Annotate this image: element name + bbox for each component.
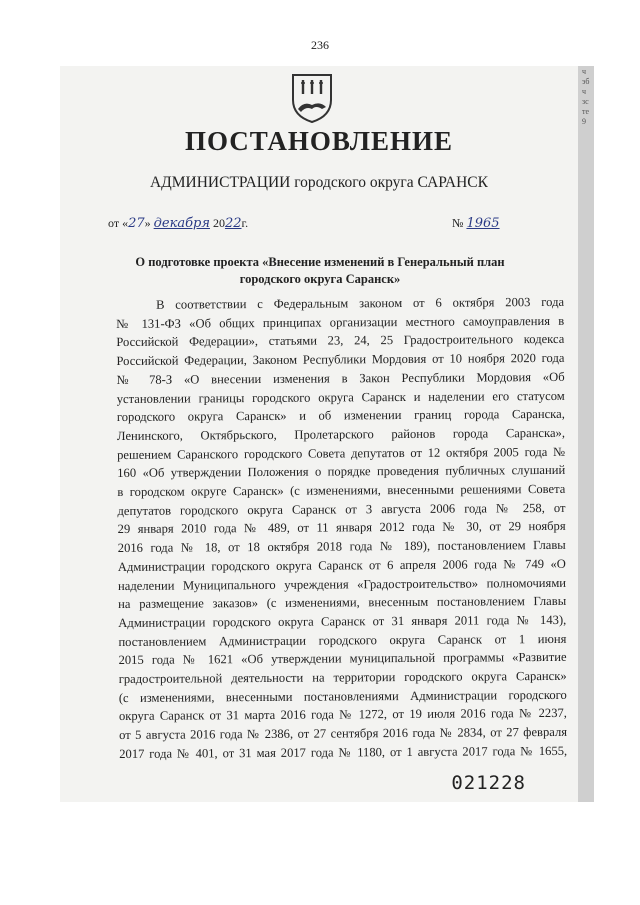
body-line: № 131-ФЗ «Об общих принципах организации местного самоуправления в xyxy=(116,313,565,331)
body-line: установлении границы городского округа Саранск и наделении его статусом xyxy=(116,388,565,406)
date-suffix: г. xyxy=(241,216,249,230)
body-line: (с изменениями, внесенными постановлениями Администрации городского xyxy=(118,687,567,705)
body-line: В соответствии с Федеральным законом от 6 октября 2003 года xyxy=(156,294,565,312)
edge-mark: те xyxy=(582,107,590,116)
document-issuer: АДМИНИСТРАЦИИ городского округа САРАНСК xyxy=(149,174,488,191)
date-year: 22 xyxy=(224,216,242,231)
body-line: наделении Муниципального учреждения «Градостроительство» полномочиями xyxy=(117,575,567,593)
body-line: от 5 августа 2016 года № 2386, от 27 сентября 2016 года № 2834, от 27 февраля xyxy=(119,725,568,743)
body-line: Ленинского, Октябрьского, Пролетарского районов города Саранска», xyxy=(116,425,566,443)
date-day: 27 xyxy=(128,216,145,231)
number-prefix: № xyxy=(452,216,464,230)
body-line: 2015 года № 1621 «Об утверждении муниципальной программы «Развитие xyxy=(118,650,567,668)
body-line: градостроительной деятельности на территории городского округа Саранск» xyxy=(118,668,567,687)
body-line: Российской Федерации», статьями 23, 24, 25 Градостроительного кодекса xyxy=(116,332,565,350)
body-line: Российской Федерации, Законом Республики Мордовия от 10 ноября 2020 года xyxy=(116,350,565,369)
edge-mark: 9 xyxy=(582,117,586,126)
body-line: Администрации городского округа Саранск от 31 января 2011 года № 143), xyxy=(118,612,567,630)
date-prefix: от « xyxy=(108,216,129,230)
body-line: 2016 года № 18, от 18 октября 2018 года № 189), постановлением Главы xyxy=(117,538,566,556)
body-line: округа Саранск от 31 марта 2016 года № 1272, от 19 июля 2016 года № 2237, xyxy=(118,706,567,724)
document-title: ПОСТАНОВЛЕНИЕ xyxy=(184,126,454,156)
edge-mark: ч xyxy=(582,87,587,96)
date-mid: » xyxy=(144,216,151,230)
coat-of-arms-icon xyxy=(289,72,335,124)
edge-mark: ч xyxy=(582,67,587,76)
body-line: на размещение заказов» (с изменениями, внесенным постановлением Главы xyxy=(118,594,567,612)
adjacent-page-edge xyxy=(578,66,594,802)
body-line: 29 января 2010 года № 489, от 11 января 2012 года № 30, от 29 ноября xyxy=(117,519,566,537)
body-line: депутатов городского округа Саранск от 3 августа 2006 года № 258, от xyxy=(117,500,566,518)
document-sheet xyxy=(60,66,578,802)
number-value: 1965 xyxy=(466,216,500,231)
edge-mark: зс xyxy=(582,97,589,106)
body-line: в городском округе Саранск» (с изменениями, внесенными решениями Совета xyxy=(117,481,566,500)
body-line: решением Саранского городского Совета депутатов от 12 октября 2005 года № xyxy=(117,444,566,462)
subject-line: городского округа Саранск» xyxy=(239,272,401,286)
document-date xyxy=(108,216,248,231)
body-line: 2017 года № 401, от 31 мая 2017 года № 1180, от 1 августа 2017 года № 1655, xyxy=(119,743,568,761)
stamp-number: 021228 xyxy=(451,772,526,794)
body-line: 160 «Об утверждении Положения о порядке проведения публичных слушаний xyxy=(117,463,566,481)
date-year-prefix: 20 xyxy=(212,216,225,230)
document-subject xyxy=(120,254,520,288)
document-photo xyxy=(60,66,594,802)
document-number xyxy=(452,216,500,231)
body-line: Администрации городского округа Саранск от 6 апреля 2006 года № 749 «О xyxy=(117,556,566,574)
page-number: 236 xyxy=(311,38,329,52)
body-line: постановлением Администрации городского округа Саранск от 1 июня xyxy=(118,631,567,649)
edge-mark: эб xyxy=(582,77,590,86)
document-body xyxy=(116,293,567,764)
body-line: № 78-З «О внесении изменения в Закон Республики Мордовия «Об xyxy=(116,369,565,387)
body-line: городского округа Саранск» и об изменении границ города Саранска, xyxy=(116,407,565,425)
date-month: декабря xyxy=(153,216,210,231)
subject-line: О подготовке проекта «Внесение изменений в Генеральный план xyxy=(135,255,505,269)
